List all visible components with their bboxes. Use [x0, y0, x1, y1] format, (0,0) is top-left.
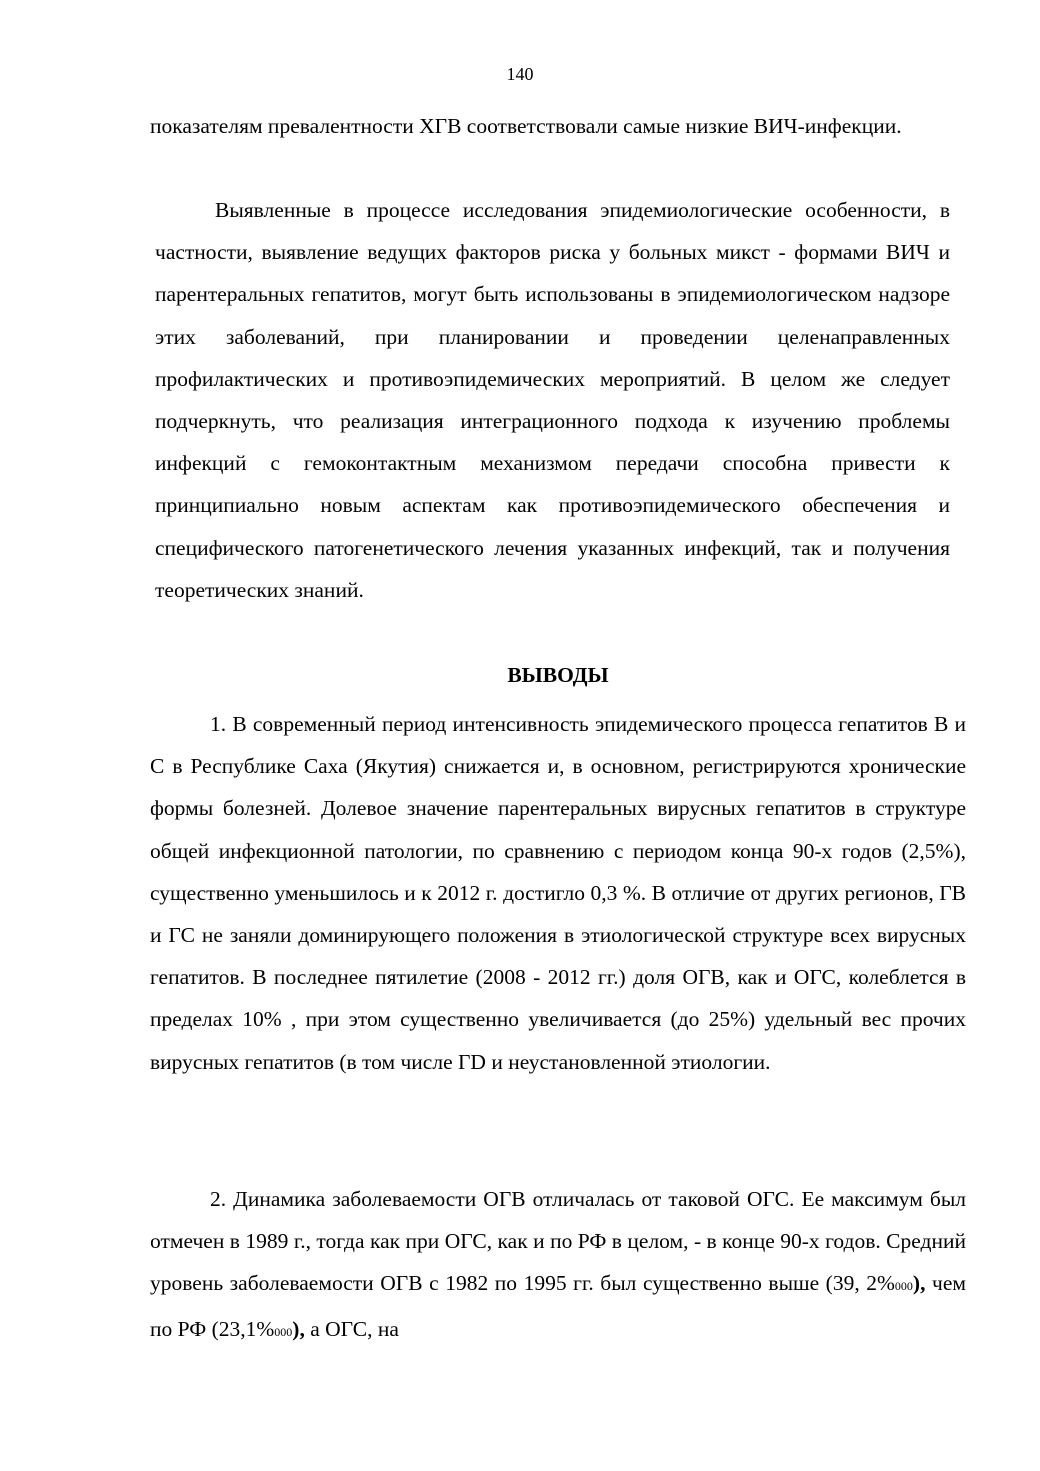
per-100000-mark: 000	[894, 1279, 913, 1294]
conclusion-text	[150, 1178, 966, 1353]
section-heading: ВЫВОДЫ	[507, 663, 609, 687]
paragraph-continuation	[150, 105, 966, 147]
paragraph-text: показателям превалентности ХГВ соответствовали самые низкие ВИЧ-инфекции.	[150, 114, 902, 138]
conclusion-text-part: чем по РФ (23,1%	[150, 1271, 966, 1341]
paragraph-text: Выявленные в процессе исследования эпидемиологические особенности, в частности, выявление ведущих факторов риска у больных микст - формами ВИЧ и парентеральных гепатитов, могут быть использованы в эпидемиологическом надзоре этих заболеваний, при планировании и проведении целенаправленных профилактических и противоэпидемических мероприятий. В целом же следует подчеркнуть, что реализация интеграционного подхода к изучению проблемы инфекций с гемоконтактным механизмом передачи способна привести к принципиально новым аспектам как противоэпидемического обеспечения и специфического патогенетического лечения указанных инфекций, так и получения теоретических знаний.	[155, 198, 950, 602]
conclusion-1	[150, 703, 966, 1083]
conclusion-2	[150, 1178, 966, 1353]
bold-bracket: ),	[912, 1271, 926, 1296]
conclusion-text-part: а ОГС, на	[304, 1316, 399, 1341]
per-100000-mark: 000	[274, 1324, 293, 1339]
bold-bracket: ),	[292, 1316, 305, 1341]
conclusion-text-part: 2. Динамика заболеваемости ОГВ отличалась от таковой ОГС. Ее максимум был отмечен в 1989 г., тогда как при ОГС, как и по РФ в целом, - в конце 90-х годов. Средний уровень заболеваемости ОГВ с 1982 по 1995 гг. был существенно выше (39, 2%	[150, 1187, 966, 1296]
page-number: 140	[506, 64, 534, 84]
conclusion-text: 1. В современный период интенсивность эпидемического процесса гепатитов В и С в Республике Саха (Якутия) снижается и, в основном, регистрируются хронические формы болезней. Долевое значение парентеральных вирусных гепатитов в структуре общей инфекционной патологии, по сравнению с периодом конца 90-х годов (2,5%), существенно уменьшилось и к 2012 г. достигло 0,3 %. В отличие от других регионов, ГВ и ГС не заняли доминирующего положения в этиологической структуре всех вирусных гепатитов. В последнее пятилетие (2008 - 2012 гг.) доля ОГВ, как и ОГС, колеблется в пределах 10% , при этом существенно увеличивается (до 25%) удельный вес прочих вирусных гепатитов (в том числе ГD и неустановленной этиологии.	[150, 712, 966, 1074]
paragraph-findings	[155, 189, 950, 611]
